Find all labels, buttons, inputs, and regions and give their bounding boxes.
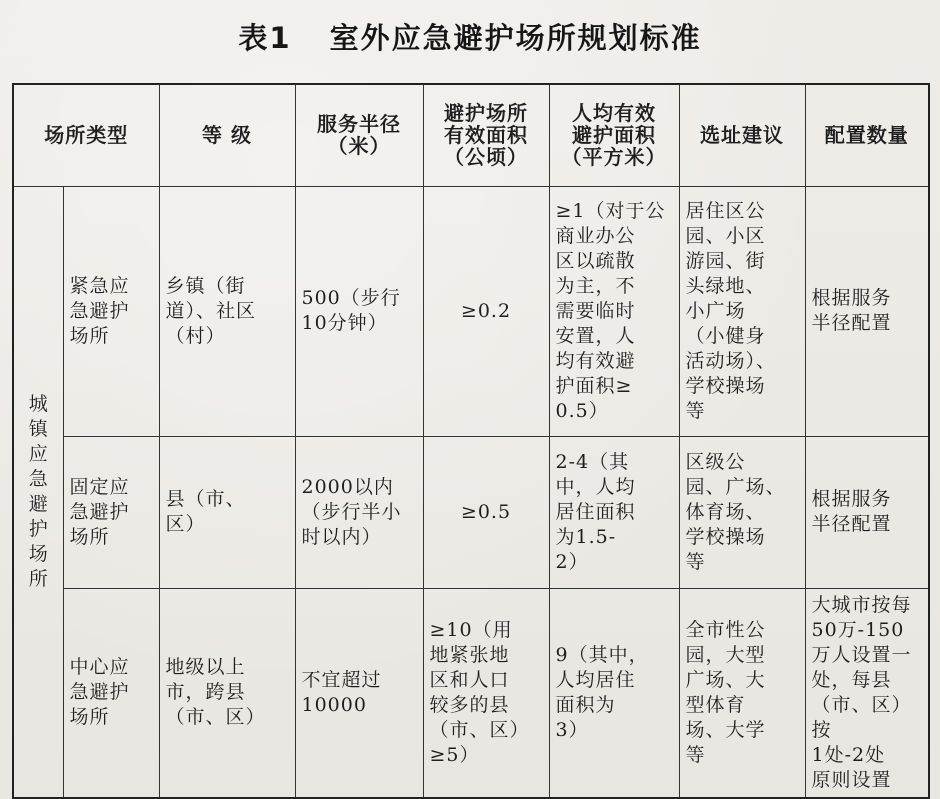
table-row (13, 186, 929, 436)
header-site-type: 场所类型 (13, 84, 159, 186)
cell-area: ≥0.2 (423, 186, 549, 436)
cell-quantity: 根据服务 半径配置 (805, 436, 929, 588)
cell-area: ≥10（用 地紧张地 区和人口 较多的县 （市、区） ≥5） (423, 588, 549, 798)
table-title-text: 室外应急避护场所规划标准 (329, 21, 702, 55)
table-row (13, 436, 929, 588)
group-label: 城 镇 应 急 避 护 场 所 (28, 392, 48, 590)
planning-standard-table (12, 83, 930, 799)
cell-location: 全市性公 园，大型 广场、大 型体育 场、大学 等 (679, 588, 805, 798)
header-location: 选址建议 (679, 84, 805, 186)
cell-per-capita: 2-4（其 中，人均 居住面积 为1.5- 2） (549, 436, 679, 588)
header-per-capita: 人均有效 避护面积 （平方米） (549, 84, 679, 186)
table-number: 表1 (238, 21, 292, 55)
table-row (13, 588, 929, 798)
header-quantity: 配置数量 (805, 84, 929, 186)
header-radius: 服务半径 （米） (295, 84, 423, 186)
cell-radius: 不宜超过 10000 (295, 588, 423, 798)
cell-per-capita: 9（其中， 人均居住 面积为 3） (549, 588, 679, 798)
cell-radius: 500（步行 10分钟） (295, 186, 423, 436)
cell-per-capita: ≥1（对于公 商业办公 区以疏散 为主，不 需要临时 安置，人 均有效避 护面积≥ 0.5） (549, 186, 679, 436)
cell-level: 县（市、 区） (159, 436, 295, 588)
cell-location: 区级公 园、广场、 体育场、 学校操场 等 (679, 436, 805, 588)
group-label-cell (13, 186, 63, 798)
cell-radius: 2000以内 （步行半小 时以内） (295, 436, 423, 588)
cell-type: 紧急应 急避护 场所 (63, 186, 159, 436)
cell-level: 地级以上 市，跨县 （市、区） (159, 588, 295, 798)
header-area: 避护场所 有效面积 （公顷） (423, 84, 549, 186)
cell-location: 居住区公 园、小区 游园、街 头绿地、 小广场 （小健身 活动场）、 学校操场 等 (679, 186, 805, 436)
cell-area: ≥0.5 (423, 436, 549, 588)
cell-type: 固定应 急避护 场所 (63, 436, 159, 588)
cell-quantity: 大城市按每 50万-150 万人设置一 处，每县 （市、区）按 1处-2处 原则设置 (805, 588, 929, 798)
cell-type: 中心应 急避护 场所 (63, 588, 159, 798)
cell-level: 乡镇（街 道）、社区 （村） (159, 186, 295, 436)
cell-quantity: 根据服务 半径配置 (805, 186, 929, 436)
header-level: 等 级 (159, 84, 295, 186)
table-title (0, 16, 940, 57)
header-row (13, 84, 929, 186)
